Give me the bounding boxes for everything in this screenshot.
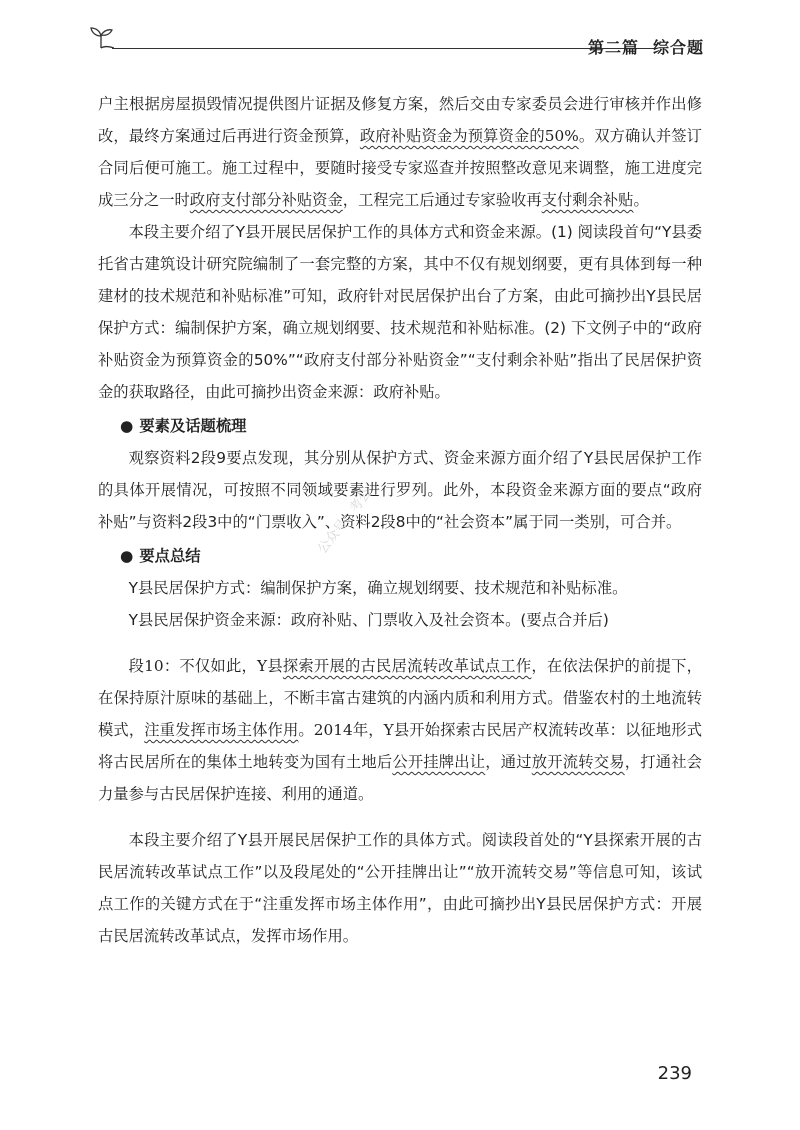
- analysis-paragraph: 观察资料2段9要点发现，其分别从保护方式、资金来源方面介绍了Y县民居保护工作的具体开展情况，可按照不同领域要素进行罗列。此外，本段资金来源方面的要点“政府补贴”与资料2段3中的“门票收入”、资料2段8中的“社会资本”属于同一类别，可合并。: [98, 449, 702, 531]
- text-run: ，通过: [485, 753, 532, 771]
- section-label: 综合题: [652, 38, 704, 57]
- text-run: ，在依法保护的前提下，在保持原汁原味的基础上，不断丰富古建筑的内涵内质和利用方式。借鉴农村的土地流转模式，: [98, 657, 702, 739]
- source-paragraph-continued: [98, 88, 702, 216]
- highlighted-point: 注重发挥市场主体作用: [144, 721, 299, 739]
- chapter-title: [588, 35, 704, 58]
- analysis-paragraph: 本段主要介绍了Y县开展民居保护工作的具体方式和资金来源。(1) 阅读段首句“Y县委托省古建筑设计研究院编制了一套完整的方案，其中不仅有规划纲要，更有具体到每一种建材的技术规范和补贴标准”可知，政府针对民居保护出台了方案，由此可摘抄出Y县民居保护方式：编制保护方案，确立规划纲要、技术规范和补贴标准。(2) 下文例子中的“政府补贴资金为预算资金的50%”“政府支付部分补贴资金”“支付剩余补贴”指出了民居保护资金的获取路径，由此可摘抄出资金来源：政府补贴。: [98, 223, 702, 401]
- text-run: 段10：不仅如此，Y县: [128, 657, 283, 675]
- text-run: ，打通社会力量参与古民居保护连接、利用的通道。: [98, 753, 702, 803]
- subheading-summary: [98, 540, 702, 572]
- subheading-text: 要点总结: [139, 547, 201, 565]
- highlighted-point: 政府支付部分补贴资金: [189, 191, 343, 209]
- subheading-text: 要素及话题梳理: [139, 417, 247, 435]
- bullet-icon: ●: [120, 417, 134, 435]
- page-number: 239: [657, 1063, 692, 1084]
- running-header: [82, 22, 718, 58]
- highlighted-point: 放开流转交易: [531, 753, 625, 771]
- analysis-paragraph: 本段主要介绍了Y县开展民居保护工作的具体方式。阅读段首处的“Y县探索开展的古民居流转改革试点工作”以及段尾处的“公开挂牌出让”“放开流转交易”等信息可知，该试点工作的关键方式在于“注重发挥市场主体作用”，由此可摘抄出Y县民居保护方式：开展古民居流转改革试点，发挥市场作用。: [98, 831, 702, 945]
- text-run: 。: [633, 191, 649, 209]
- source-paragraph-10: [98, 650, 702, 810]
- part-label: 第二篇: [587, 38, 639, 57]
- text-run: 户主根据房屋损毁情况提供图片证据及修复方案，然后交由专家委员会进行审核并作出修改，最终方案通过后再进行资金预算，: [98, 95, 702, 145]
- highlighted-point: 支付剩余补贴: [541, 191, 634, 209]
- summary-point: Y县民居保护方式：编制保护方案，确立规划纲要、技术规范和补贴标准。: [128, 579, 628, 597]
- header-rule: [112, 48, 657, 49]
- subheading-elements: [98, 410, 702, 442]
- bullet-icon: ●: [120, 547, 134, 565]
- text-run: 。2014年，Y县开始探索古民居产权流转改革：以征地形式将古民居所在的集体土地转变为国有土地后: [98, 721, 702, 771]
- page-body: [98, 88, 702, 952]
- text-run: 。双方确认并签订合同后便可施工。施工过程中，要随时接受专家巡查并按照整改意见来调整，施工进度完成三分之一时: [98, 127, 702, 209]
- highlighted-point: 探索开展的古民居流转改革试点工作: [282, 657, 532, 675]
- text-run: ，工程完工后通过专家验收再: [342, 191, 542, 209]
- sprout-icon: [88, 24, 114, 50]
- summary-point: Y县民居保护资金来源：政府补贴、门票收入及社会资本。(要点合并后): [128, 611, 609, 629]
- highlighted-point: 公开挂牌出让: [392, 753, 486, 771]
- watermark: 公众号：考公: [315, 485, 376, 557]
- highlighted-point: 政府补贴资金为预算资金的50%: [359, 127, 579, 145]
